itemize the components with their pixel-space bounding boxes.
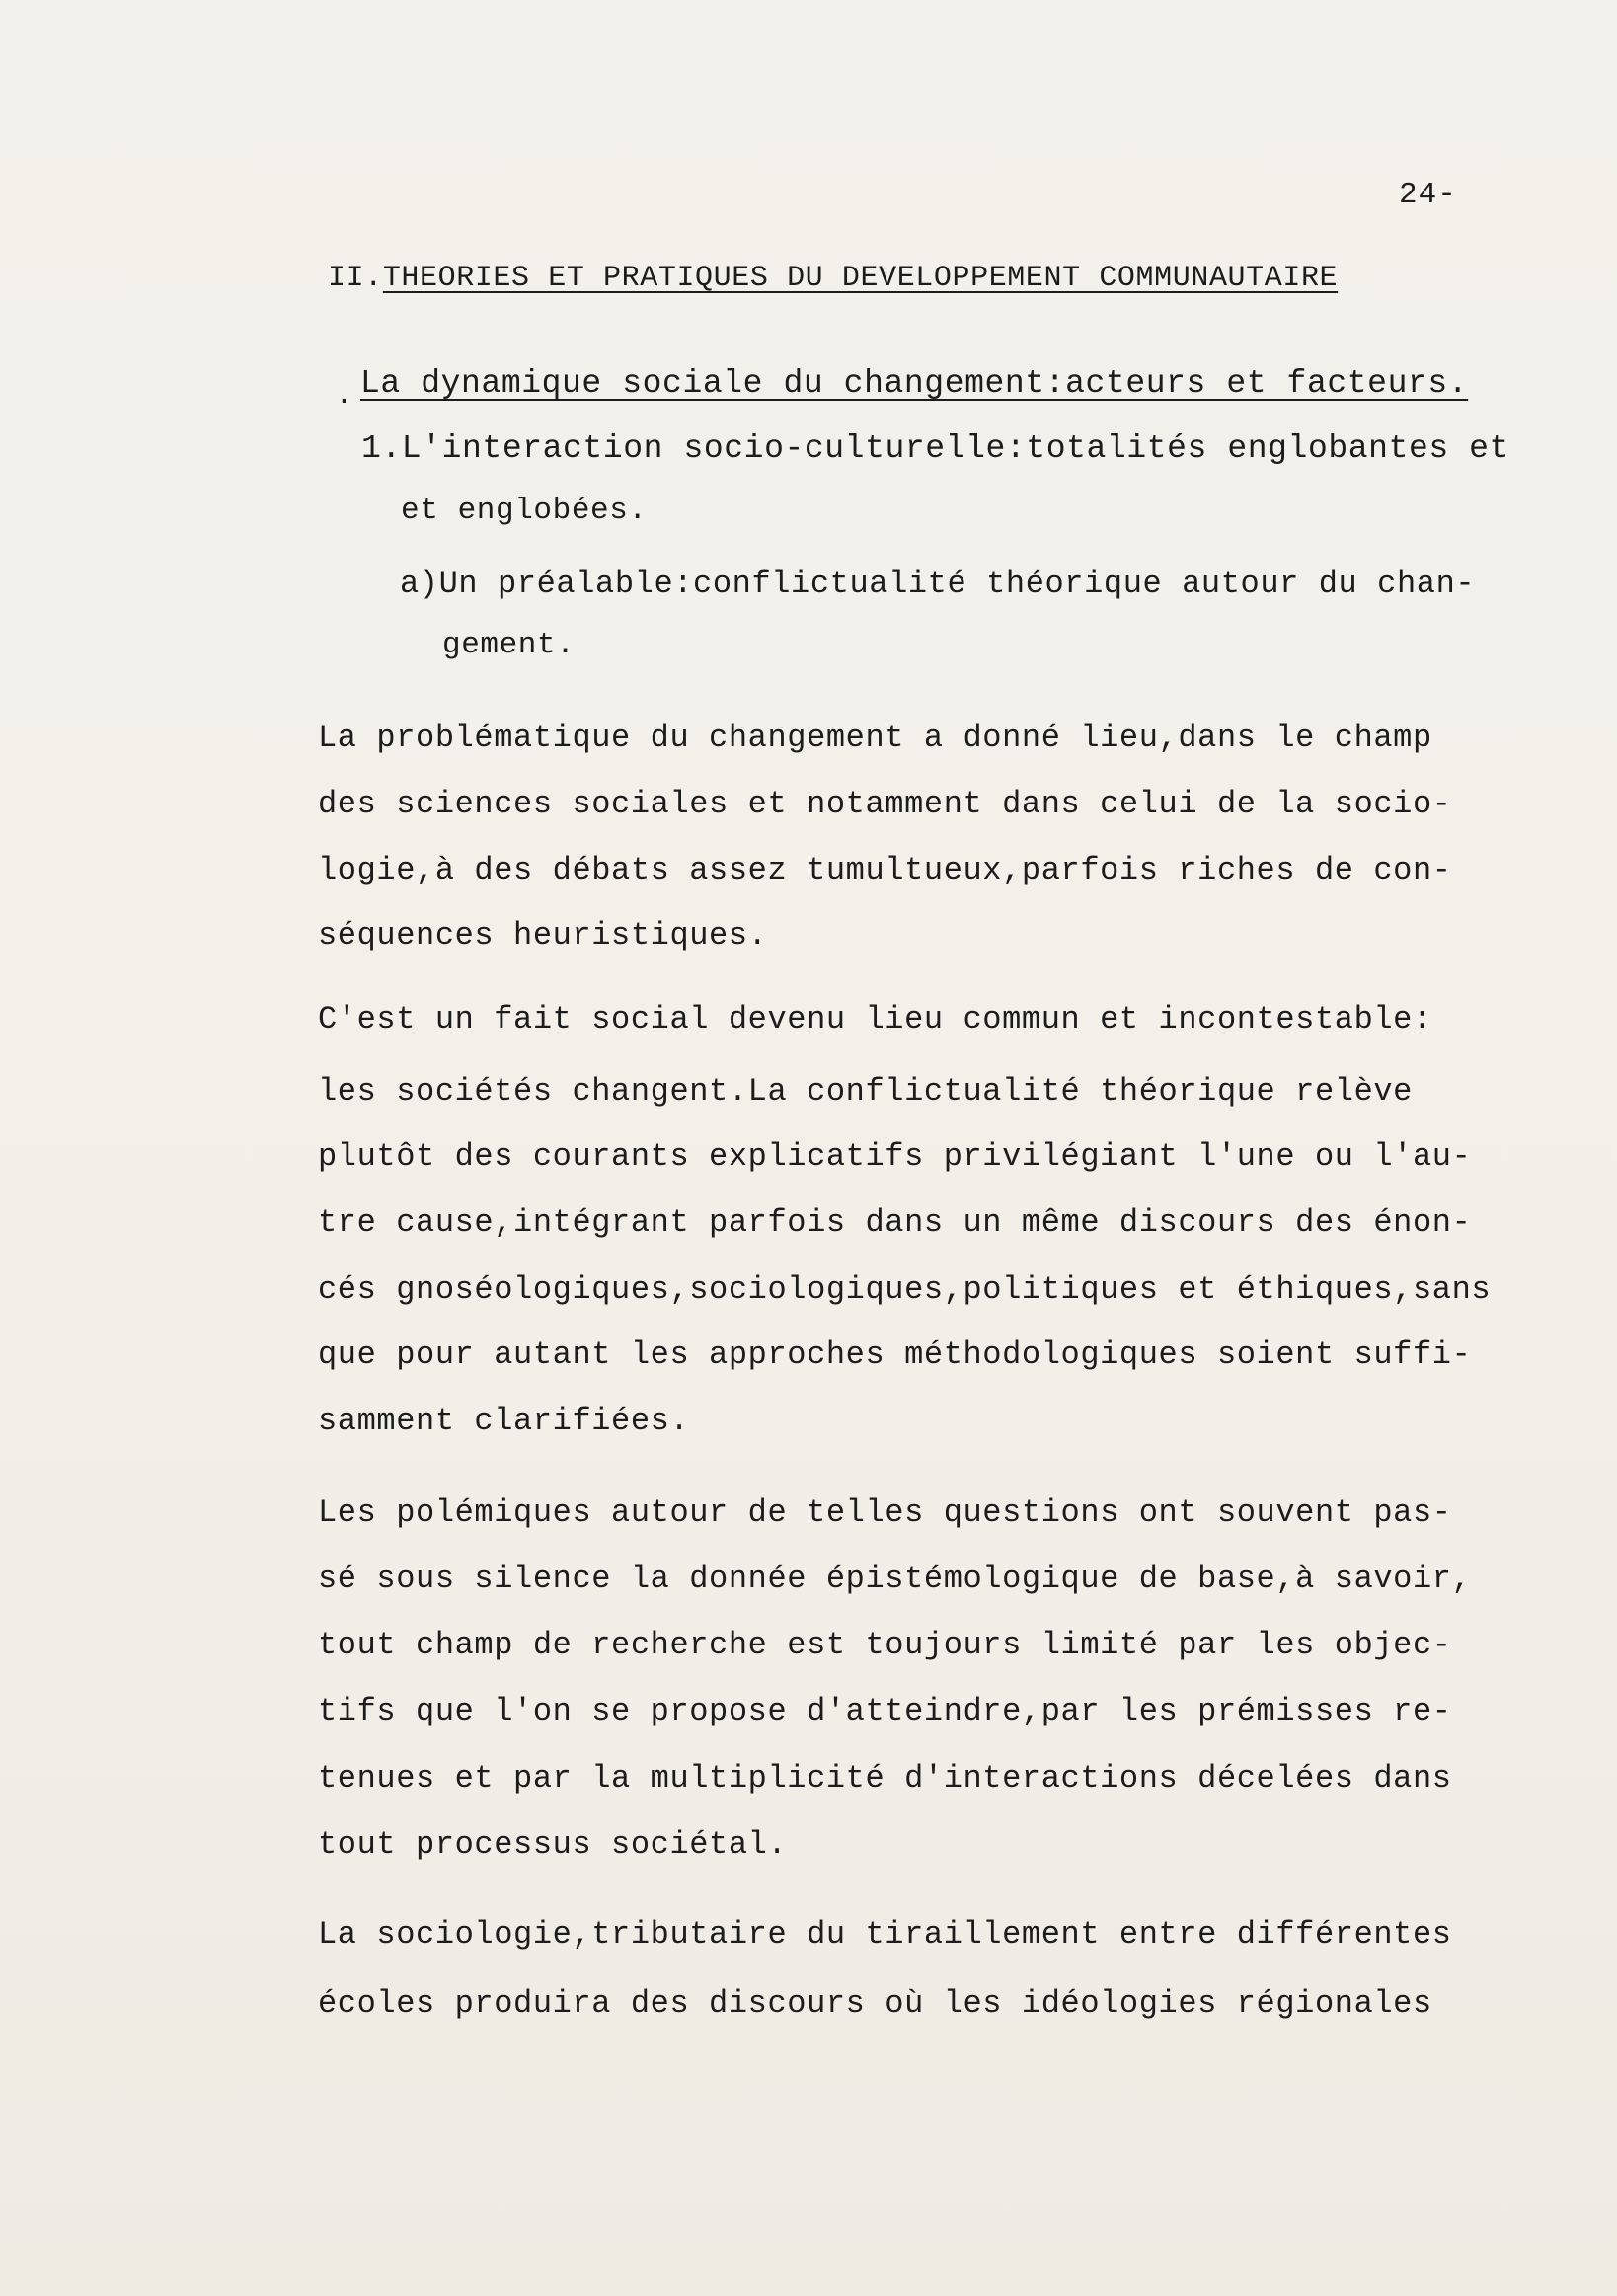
paragraph-1-line: séquences heuristiques. bbox=[318, 917, 768, 954]
paragraph-2-line: les sociétés changent.La conflictualité théorique relève bbox=[318, 1073, 1413, 1110]
paragraph-3-line: tout champ de recherche est toujours limité par les objec- bbox=[318, 1627, 1452, 1663]
section-heading-title: THEORIES ET PRATIQUES DU DEVELOPPEMENT COMMUNAUTAIRE bbox=[382, 262, 1339, 295]
section-heading bbox=[328, 259, 1338, 298]
paragraph-3-line: sé sous silence la donnée épistémologique de base,à savoir, bbox=[318, 1561, 1472, 1597]
paragraph-1-line: La problématique du changement a donné lieu,dans le champ bbox=[318, 720, 1432, 756]
subsection-a-line-2: gement. bbox=[442, 628, 576, 662]
subsection-a-line-1: a)Un préalable:conflictualité théorique autour du chan- bbox=[400, 566, 1476, 602]
subsection-1-line-1: 1.L'interaction socio-culturelle:totalités englobantes et bbox=[361, 430, 1509, 467]
paragraph-2-line: plutôt des courants explicatifs privilégiant l'une ou l'au- bbox=[318, 1138, 1472, 1175]
page-number: 24- bbox=[1399, 178, 1457, 212]
paragraph-3-line: tifs que l'on se propose d'atteindre,par les prémisses re- bbox=[318, 1693, 1452, 1729]
paragraph-1-line: des sciences sociales et notamment dans celui de la socio- bbox=[318, 786, 1452, 822]
section-heading-prefix: II. bbox=[328, 262, 383, 295]
paragraph-2-line: tre cause,intégrant parfois dans un même discours des énon- bbox=[318, 1204, 1472, 1241]
paragraph-2-line: que pour autant les approches méthodologiques soient suffi- bbox=[318, 1337, 1472, 1373]
paragraph-3-line: tout processus sociétal. bbox=[318, 1826, 788, 1863]
subsection-heading: La dynamique sociale du changement:acteurs et facteurs. bbox=[360, 365, 1469, 402]
paragraph-3-line: tenues et par la multiplicité d'interactions décelées dans bbox=[318, 1760, 1452, 1797]
paragraph-1-line: logie,à des débats assez tumultueux,parfois riches de con- bbox=[318, 852, 1452, 888]
paragraph-2-line: cés gnoséologiques,sociologiques,politiques et éthiques,sans bbox=[318, 1271, 1492, 1308]
margin-dot: . bbox=[336, 381, 352, 412]
paragraph-4-line: écoles produira des discours où les idéologies régionales bbox=[318, 1985, 1432, 2022]
subsection-1-line-2: et englobées. bbox=[401, 494, 648, 528]
paragraph-2-line: C'est un fait social devenu lieu commun et incontestable: bbox=[318, 1001, 1432, 1037]
paragraph-3-line: Les polémiques autour de telles questions ont souvent pas- bbox=[318, 1494, 1452, 1531]
paragraph-4-line: La sociologie,tributaire du tiraillement entre différentes bbox=[318, 1916, 1452, 1952]
paragraph-2-line: samment clarifiées. bbox=[318, 1403, 690, 1439]
